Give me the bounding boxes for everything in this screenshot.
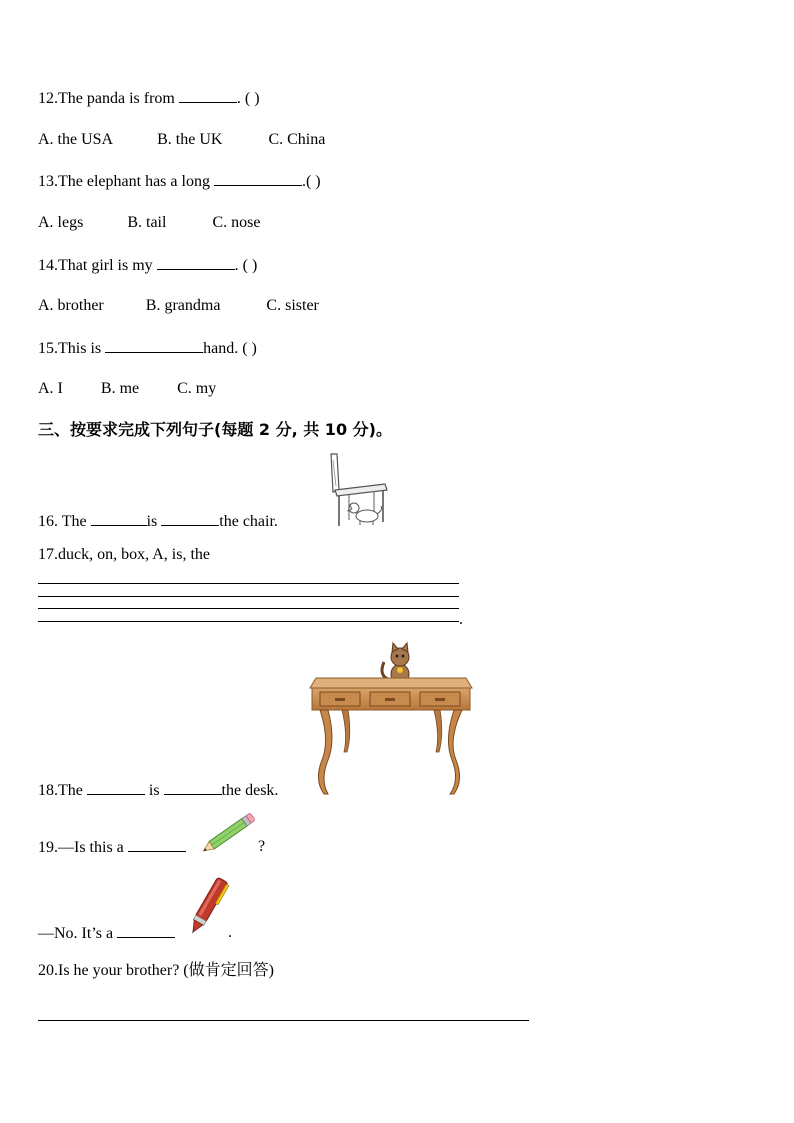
answer-blank-1[interactable]: [87, 780, 145, 795]
q13-options: [38, 213, 300, 233]
question-text-end: the chair.: [219, 513, 278, 530]
question-number: 18.: [38, 782, 58, 799]
option-a[interactable]: A. brother: [38, 297, 104, 314]
q12-options: [38, 130, 365, 150]
question-number: 14.: [38, 257, 58, 274]
question-number: 15.: [38, 340, 58, 357]
question-text: That girl is my: [58, 257, 157, 274]
question-15: [38, 338, 257, 359]
question-text: The: [61, 513, 91, 530]
question-17: [38, 545, 210, 565]
question-text-end: .( ): [301, 173, 321, 190]
answer-blank-2[interactable]: [161, 511, 219, 526]
question-text: duck, on, box, A, is, the: [58, 546, 210, 563]
question-number: 16.: [38, 513, 62, 530]
question-text: The: [58, 782, 87, 799]
question-text: The panda is from: [58, 90, 179, 107]
question-text-end: hand. ( ): [203, 340, 257, 357]
option-a[interactable]: A. legs: [38, 214, 84, 231]
question-text: This is: [58, 340, 106, 357]
question-19-ask: [38, 837, 186, 858]
question-number: 19.: [38, 839, 58, 856]
option-b[interactable]: B. grandma: [145, 297, 221, 314]
question-number: 20.: [38, 962, 58, 979]
section-heading: 三、按要求完成下列句子(每题 2 分, 共 10 分)。: [38, 420, 392, 439]
pencil-icon: [198, 810, 262, 856]
answer-blank[interactable]: [214, 171, 302, 186]
question-text: is: [144, 782, 164, 799]
answer-blank[interactable]: [117, 923, 175, 938]
question-number: 17.: [38, 546, 58, 563]
chair-dog-picture: [327, 452, 389, 528]
option-b[interactable]: B. the UK: [157, 131, 223, 148]
writing-line-1[interactable]: [38, 583, 459, 584]
question-19-answer: [38, 923, 175, 944]
option-b[interactable]: B. tail: [127, 214, 167, 231]
question-14: [38, 255, 257, 276]
answer-blank[interactable]: [157, 255, 235, 270]
question-20: [38, 961, 274, 981]
pen-icon: [186, 872, 230, 940]
option-a[interactable]: A. the USA: [38, 131, 114, 148]
question-text: —Is this a: [58, 839, 128, 856]
writing-line-2[interactable]: [38, 596, 459, 597]
question-mark: ?: [258, 838, 266, 855]
question-text-end: the desk.: [221, 782, 279, 799]
option-c[interactable]: C. nose: [212, 214, 261, 231]
period-mark: .: [459, 611, 463, 628]
question-number: 13.: [38, 173, 58, 190]
option-a[interactable]: A. I: [38, 380, 63, 397]
desk-cat-picture: [308, 640, 474, 796]
period-mark: .: [228, 924, 232, 941]
option-c[interactable]: C. China: [268, 131, 326, 148]
question-text: Is he your brother? (做肯定回答): [58, 962, 274, 979]
question-18: [38, 780, 278, 801]
writing-line-4[interactable]: [38, 621, 459, 622]
answer-blank[interactable]: [105, 338, 203, 353]
question-text-end: . ( ): [234, 257, 258, 274]
answer-blank[interactable]: [128, 837, 186, 852]
option-b[interactable]: B. me: [100, 380, 140, 397]
question-13: [38, 171, 321, 192]
writing-line-3[interactable]: [38, 608, 459, 609]
answer-blank-1[interactable]: [91, 511, 147, 526]
answer-blank-2[interactable]: [164, 780, 222, 795]
question-text: The elephant has a long: [58, 173, 214, 190]
question-number: 12.: [38, 90, 58, 107]
q15-options: [38, 379, 256, 399]
option-c[interactable]: C. sister: [266, 297, 319, 314]
question-16: [38, 511, 278, 532]
q14-options: [38, 296, 359, 316]
question-text: is: [146, 513, 162, 530]
question-text-end: . ( ): [236, 90, 260, 107]
answer-blank[interactable]: [179, 88, 237, 103]
question-12: [38, 88, 260, 109]
option-c[interactable]: C. my: [177, 380, 217, 397]
writing-line[interactable]: [38, 1020, 529, 1021]
answer-text: —No. It’s a: [38, 925, 118, 942]
